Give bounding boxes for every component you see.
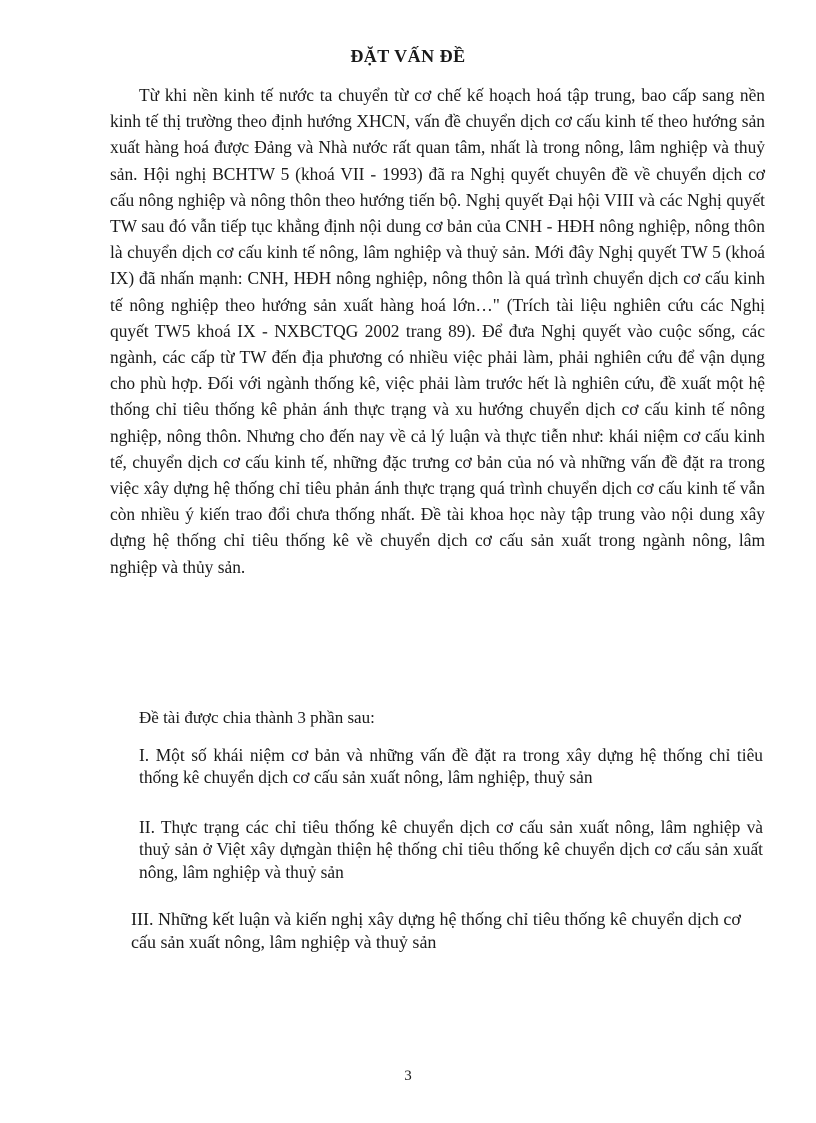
intro-paragraph: Từ khi nền kinh tế nước ta chuyển từ cơ chế kế hoạch hoá tập trung, bao cấp sang nền kinh tế thị trường theo định hướng XHCN, vấn đề chuyển dịch cơ cấu kinh tế theo hướng sản xuất hàng hoá được Đảng và Nhà nước rất quan tâm, nhất là trong nông, lâm nghiệp và thuỷ sản. Hội nghị BCHTW 5 (khoá VII - 1993) đã ra Nghị quyết chuyên đề về chuyển dịch cơ cấu nông nghiệp và nông thôn theo hướng tiến bộ. Nghị quyết Đại hội VIII và các Nghị quyết TW sau đó vẫn tiếp tục khẳng định nội dung cơ bản của CNH - HĐH nông nghiệp, nông thôn là chuyển dịch cơ cấu kinh tế nông, lâm nghiệp và thuỷ sản. Mới đây Nghị quyết TW 5 (khoá IX) đã nhấn mạnh: CNH, HĐH nông nghiệp, nông thôn là quá trình chuyển dịch cơ cấu kinh tế nông nghiệp theo hướng sản xuất hàng hoá lớn…" (Trích tài liệu nghiên cứu các Nghị quyết TW5 khoá IX - NXBCTQG 2002 trang 89). Để đưa Nghị quyết vào cuộc sống, các ngành, các cấp từ TW đến địa phương có nhiều việc phải làm, phải nghiên cứu để vận dụng cho phù hợp. Đối với ngành thống kê, việc phải làm trước hết là nghiên cứu, đề xuất một hệ thống chỉ tiêu thống kê phản ánh thực trạng và xu hướng chuyển dịch cơ cấu kinh tế nông nghiệp, nông thôn. Nhưng cho đến nay về cả lý luận và thực tiễn như: khái niệm cơ cấu kinh tế, chuyển dịch cơ cấu kinh tế, những đặc trưng cơ bản của nó và những vấn đề đặt ra trong việc xây dựng hệ thống chỉ tiêu phản ánh thực trạng quá trình chuyển dịch cơ cấu kinh tế vẫn còn nhiều ý kiến trao đổi chưa thống nhất. Đề tài khoa học này tập trung vào nội dung xây dựng hệ thống chỉ tiêu thống kê về chuyển dịch cơ cấu sản xuất trong ngành nông, lâm nghiệp và thủy sản.: [110, 85, 765, 577]
page-title: ĐẶT VẤN ĐỀ: [350, 46, 466, 66]
part-three-item: III. Những kết luận và kiến nghị xây dựng hệ thống chỉ tiêu thống kê chuyển dịch cơ cấu sản xuất nông, lâm nghiệp và thuỷ sản: [131, 909, 741, 952]
page-number: 3: [404, 1068, 412, 1084]
part-two-item: II. Thực trạng các chỉ tiêu thống kê chuyển dịch cơ cấu sản xuất nông, lâm nghiệp và thuỷ sản ở Việt xây dựngàn thiện hệ thống chỉ tiêu thống kê chuyển dịch cơ cấu sản xuất nông, lâm nghiệp và thuỷ sản: [139, 817, 763, 882]
part-one-item: I. Một số khái niệm cơ bản và những vấn đề đặt ra trong xây dựng hệ thống chỉ tiêu thống kê chuyển dịch cơ cấu sản xuất nông, lâm nghiệp, thuỷ sản: [139, 745, 763, 788]
sections-intro-text: Đề tài được chia thành 3 phần sau:: [139, 708, 375, 727]
